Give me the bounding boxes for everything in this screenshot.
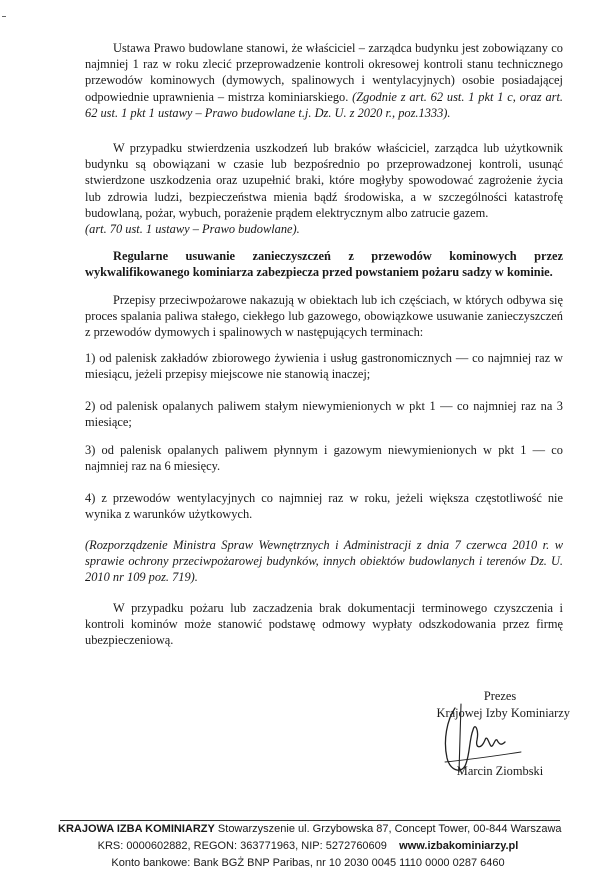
- paragraph-uszkodzenia: [85, 140, 563, 237]
- paragraph-uszkodzenia-text: W przypadku stwierdzenia uszkodzeń lub braków właściciel, zarządca lub użytkownik budynku są obowiązani w czasie lub bezpośrednio po przeprowadzonej kontroli, usunąć stwierdzone uszkodzenia oraz uzupełnić braki, które mogłyby spowodować zagrożenie życia lub zdrowia ludzi, bezpieczeństwa mienia bądź środowiska, a w szczególności katastrofę budowlaną, pożar, wybuch, porażenie prądem elektrycznym albo zatrucie gazem.: [85, 141, 563, 220]
- handwritten-signature: [425, 700, 535, 780]
- paragraph-ustawa: [85, 40, 563, 121]
- paragraph-przepisy: Przepisy przeciwpożarowe nakazują w obiektach lub ich częściach, w których odbywa się proces spalania paliwa stałego, ciekłego lub gazowego, obowiązkowe usuwanie zanieczyszczeń z przewodów dymowych i spalinowych w następujących terminach:: [85, 293, 563, 340]
- signature-organization: Krajowej Izby Kominiarzy: [436, 706, 570, 720]
- paragraph-uszkodzenia-reference: (art. 70 ust. 1 ustawy – Prawo budowlane).: [85, 222, 300, 237]
- footer-org-name: KRAJOWA IZBA KOMINIARZY: [58, 823, 215, 835]
- footer-line-1: [58, 822, 562, 837]
- footer-line-3: Konto bankowe: Bank BGŻ BNP Paribas, nr 10 2030 0045 1110 0000 0287 6460: [111, 857, 505, 869]
- paragraph-highlight: Regularne usuwanie zanieczyszczeń z przewodów kominowych przez wykwalifikowanego kominiarza zabezpiecza przed powstaniem pożaru sadzy w kominie.: [85, 249, 563, 280]
- footer-registration-ids: KRS: 0000602882, REGON: 363771963, NIP: 5272760609: [97, 840, 387, 852]
- margin-mark: [2, 16, 6, 17]
- list-item-4: 4) z przewodów wentylacyjnych co najmniej raz w roku, jeżeli większa częstotliwość nie wynika z warunków użytkowych.: [85, 491, 563, 522]
- paragraph-rozporzadzenie: (Rozporządzenie Ministra Spraw Wewnętrznych i Administracji z dnia 7 czerwca 2010 r. w sprawie ochrony przeciwpożarowej budynków, innych obiektów budowlanych i terenów Dz. U. 2010 nr 109 poz. 719).: [85, 538, 563, 585]
- list-item-1: 1) od palenisk zakładów zbiorowego żywienia i usług gastronomicznych — co najmniej raz w miesiącu, jeżeli przepisy miejscowe nie stanowią inaczej;: [85, 351, 563, 382]
- list-item-2: 2) od palenisk opalanych paliwem stałym niewymienionych w pkt 1 — co najmniej raz na 3 miesiące;: [85, 399, 563, 430]
- footer-divider: [60, 820, 560, 821]
- list-item-3: 3) od palenisk opalanych paliwem płynnym i gazowym niewymienionych w pkt 1 — co najmniej raz na 6 miesięcy.: [85, 443, 563, 474]
- paragraph-ustawa-text: Ustawa Prawo budowlane stanowi, że właściciel – zarządca budynku jest zobowiązany co najmniej 1 raz w roku zlecić przeprowadzenie kontroli okresowej kontroli stanu technicznego przewodów kominowych (dymowych, spalinowych i wentylacyjnych) osobie posiadającej odpowiednie uprawnienia – mistrza kominiarskiego.: [85, 41, 563, 104]
- signature-title: Prezes: [483, 689, 517, 703]
- footer-website-link[interactable]: www.izbakominiarzy.pl: [399, 840, 519, 852]
- paragraph-pozar: W przypadku pożaru lub zaczadzenia brak dokumentacji terminowego czyszczenia i kontroli kominów może stanowić podstawę odmowy wypłaty odszkodowania przez firmę ubezpieczeniową.: [85, 601, 563, 648]
- footer-address: Stowarzyszenie ul. Grzybowska 87, Concept Tower, 00-844 Warszawa: [217, 823, 562, 835]
- signature-name: Marcin Ziombski: [456, 764, 544, 778]
- footer-line-2: [58, 839, 558, 854]
- paragraph-ustawa-reference: (Zgodnie z art. 62 ust. 1 pkt 1 c, oraz art. 62 ust. 1 pkt 1 ustawy – Prawo budowlane t.j. Dz. U. z 2020 r., poz.1333).: [85, 89, 563, 120]
